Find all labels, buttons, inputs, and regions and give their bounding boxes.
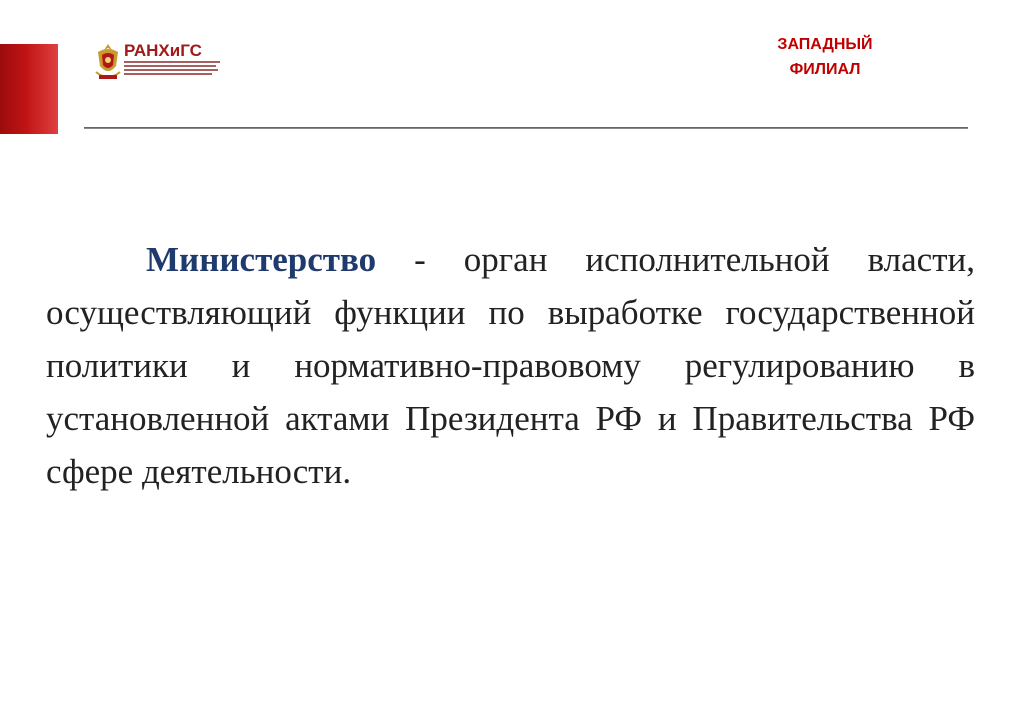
branch-title-line1: ЗАПАДНЫЙ xyxy=(777,36,873,53)
definition-term: Министерство xyxy=(146,240,377,279)
logo-title: РАНХиГС xyxy=(124,41,202,60)
ranepa-logo xyxy=(93,40,223,86)
definition-paragraph xyxy=(46,233,975,498)
branch-title-line2: ФИЛИАЛ xyxy=(789,61,861,78)
definition-text: - орган исполнительной власти, осуществляющий функции по выработке государственной политики и нормативно-правовому регулированию в установленной актами Президента РФ и Правительства РФ сфере деятельности. xyxy=(46,240,975,491)
coat-of-arms-icon xyxy=(93,42,123,82)
accent-bar xyxy=(0,44,58,134)
header-divider xyxy=(84,127,968,129)
logo-subtitle-lines xyxy=(124,61,220,79)
branch-title xyxy=(750,32,900,82)
